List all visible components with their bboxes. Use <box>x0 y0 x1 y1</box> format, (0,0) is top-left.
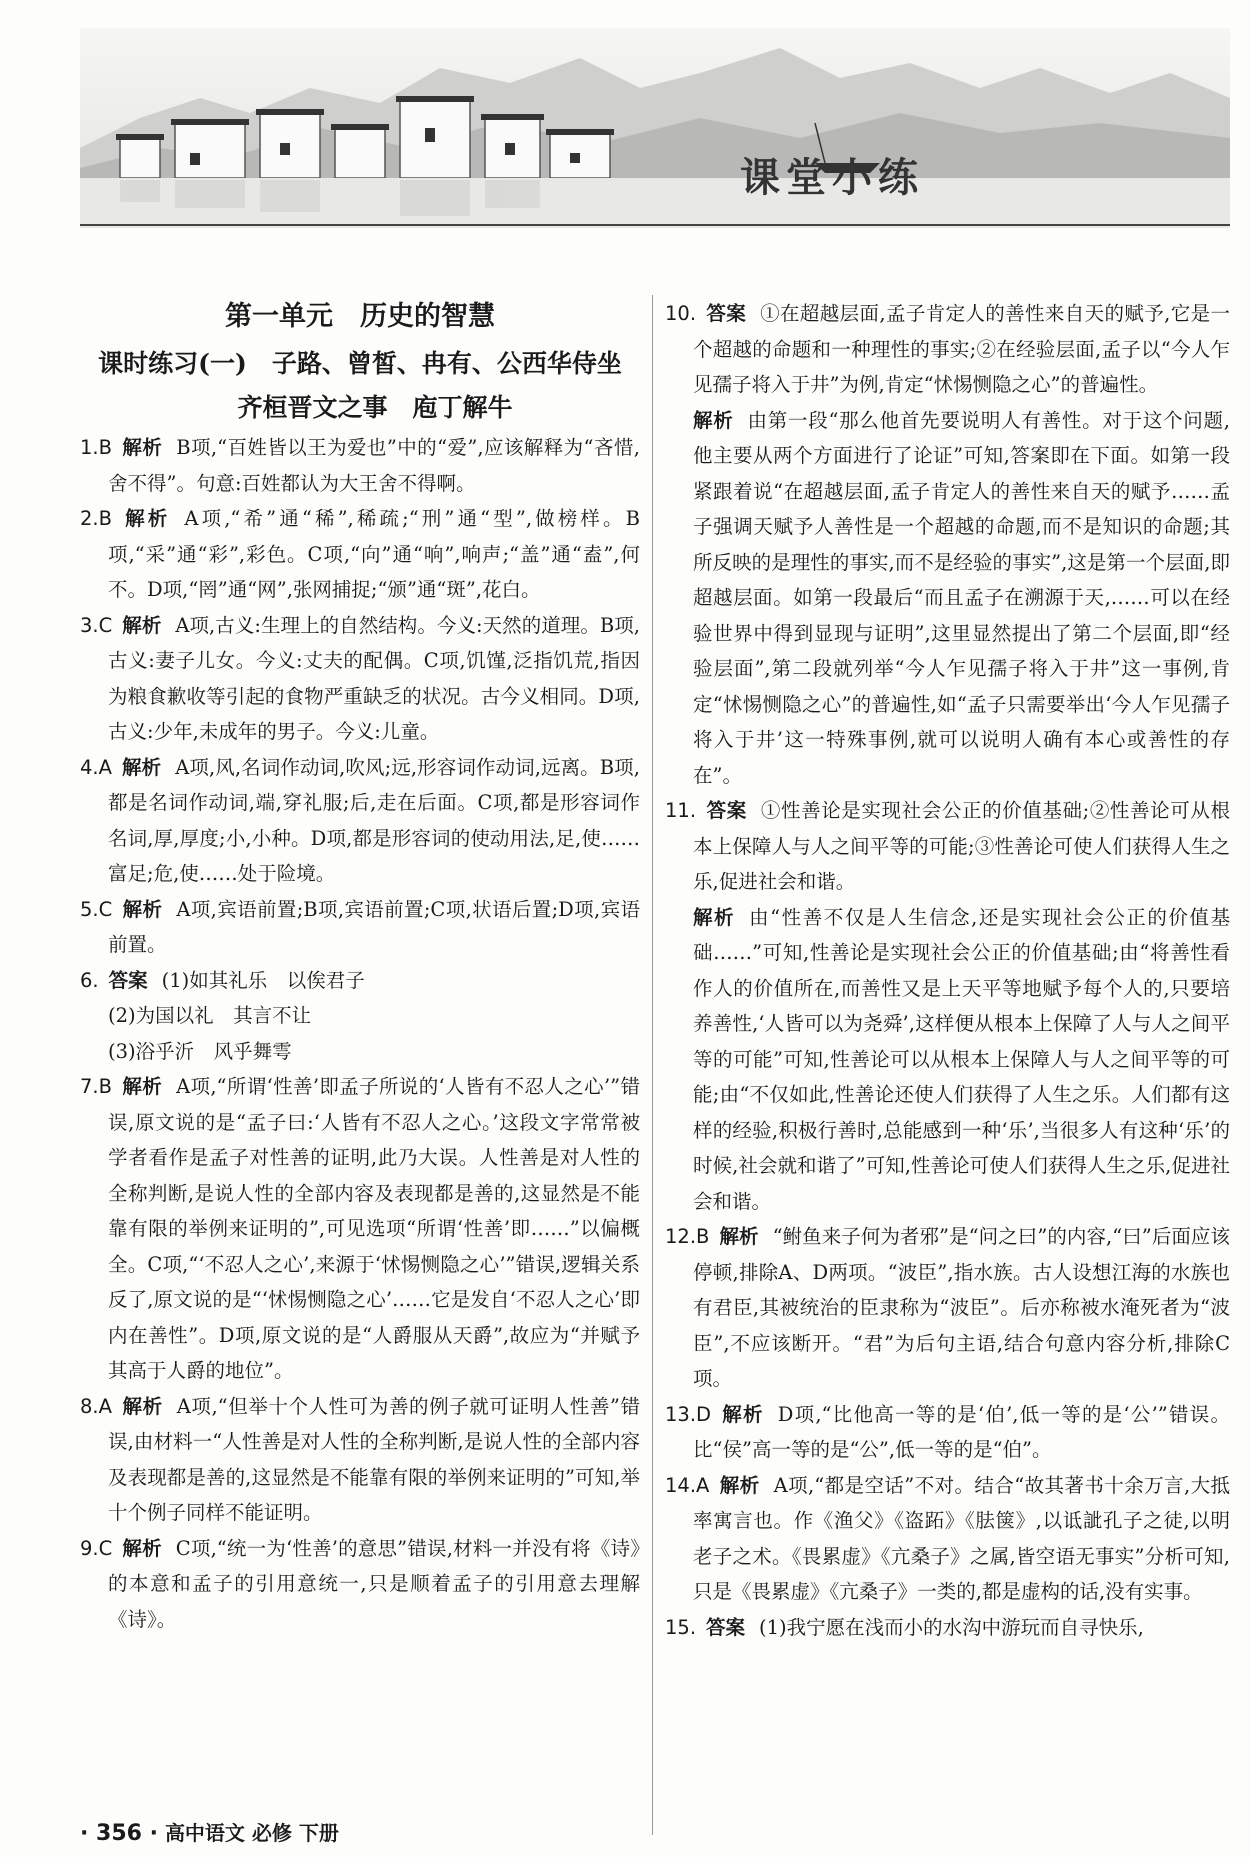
page-footer <box>80 1817 339 1846</box>
list-item: 4.A 解析 A项,风,名词作动词,吹风;远,形容词作动词,远离。B项,都是名词作动词,端,穿礼服;后,走在后面。C项,都是形容词作名词,厚,厚度;小,小种。D项,都是形容词的使动用法,足,使……富足;危,使……处于险境。 <box>80 755 640 885</box>
lesson-title: 课时练习(一) 子路、曾皙、冉有、公西华侍坐 <box>98 349 622 378</box>
list-item: 3.C 解析 A项,古义:生理上的自然结构。今义:天然的道理。B项,古义:妻子儿女。今义:丈夫的配偶。C项,饥馑,泛指饥荒,指因为粮食歉收等引起的食物严重缺乏的状况。古今义相同。D项,古义:少年,未成年的男子。今义:儿童。 <box>80 613 640 743</box>
header-banner <box>80 28 1230 228</box>
list-item: 9.C 解析 C项,“统一为‘性善’的意思”错误,材料一并没有将《诗》的本意和孟子的引用意统一,只是顺着孟子的引用意去理解《诗》。 <box>80 1536 640 1631</box>
list-item: 5.C 解析 A项,宾语前置;B项,宾语前置;C项,状语后置;D项,宾语前置。 <box>80 897 640 956</box>
landscape-illustration <box>80 28 1230 228</box>
lesson-subtitle: 齐桓晋文之事 庖丁解牛 <box>237 393 513 422</box>
list-item: 1.B 解析 B项,“百姓皆以王为爱也”中的“爱”,应该解释为“吝惜,舍不得”。句意:百姓都认为大王舍不得啊。 <box>80 436 640 495</box>
list-item: 6. 答案 (1)如其礼乐 以俟君子 <box>80 968 365 992</box>
answer-line: (2)为国以礼 其言不让 <box>108 1004 312 1027</box>
answer-line: (3)浴乎沂 风乎舞雩 <box>108 1039 292 1063</box>
list-item: 12.B 解析 “鲋鱼来子何为者邪”是“问之曰”的内容,“曰”后面应该停顿,排除A、D两项。“波臣”,指水族。古人设想江海的水族也有君臣,其被统治的臣隶称为“波臣”。后亦称被水淹死者为“波臣”,不应该断开。“君”为后句主语,结合句意内容分析,排除C项。 <box>665 1225 1230 1390</box>
list-item: 11. 答案 ①性善论是实现社会公正的价值基础;②性善论可从根本上保障人与人之间平等的可能;③性善论可使人们获得人生之乐,促进社会和谐。 <box>665 799 1230 893</box>
analysis-paragraph: 解析 由“性善不仅是人生信念,还是实现社会公正的价值基础……”可知,性善论是实现社会公正的价值基础;由“将善性看作人的价值所在,而善性又是上天平等地赋予每个人的,只要培养善性,‘人皆可以为尧舜’,这样便从根本上保障了人与人之间平等的可能”可知,性善论可以从根本上保障人与人之间平等的可能;由“不仅如此,性善论还使人们获得了人生之乐。人们都有这样的经验,积极行善时,总能感到一种‘乐’,当很多人有这种‘乐’的时候,社会就和谐了”可知,性善论可使人们获得人生之乐,促进社会和谐。 <box>693 905 1230 1213</box>
unit-title: 第一单元 历史的智慧 <box>225 301 495 332</box>
column-divider <box>652 295 653 1835</box>
list-item: 2.B 解析 A项,“希”通“稀”,稀疏;“刑”通“型”,做榜样。B项,“采”通“彩”,彩色。C项,“向”通“响”,响声;“盖”通“盍”,何不。D项,“罔”通“网”,张网捕捉;“颁”通“斑”,花白。 <box>80 507 640 601</box>
list-item: 8.A 解析 A项,“但举十个人性可为善的例子就可证明人性善”错误,由材料一“人性善是对人性的全称判断,是说人性的全部内容及表现都是善的,这显然是不能靠有限的举例来证明的”可知,举十个例子同样不能证明。 <box>80 1394 640 1524</box>
right-column <box>665 296 1230 1645</box>
header-rule <box>80 224 1230 226</box>
book-title: 高中语文 必修 下册 <box>164 1821 339 1845</box>
list-item: 14.A 解析 A项,“都是空话”不对。结合“故其著书十余万言,大抵率寓言也。作《渔父》《盗跖》《胠箧》,以诋訿孔子之徒,以明老子之术。《畏累虚》《亢桑子》之属,皆空语无事实”分析可知,只是《畏累虚》《亢桑子》一类的,都是虚构的话,没有实事。 <box>665 1473 1230 1603</box>
banner-title: 课堂小练 <box>740 155 924 201</box>
list-item: 7.B 解析 A项,“所谓‘性善’即孟子所说的‘人皆有不忍人之心’”错误,原文说的是“孟子曰:‘人皆有不忍人之心。’这段文字常常被学者看作是孟子对性善的证明,此乃大误。人性善是对人性的全称判断,是说人性的全部内容及表现都是善的,这显然是不能靠有限的举例来证明的”,可见选项“所谓‘性善’即……”以偏概全。C项,“‘不忍人之心’,来源于‘怵惕恻隐之心’”错误,逻辑关系反了,原文说的是“‘怵惕恻隐之心’……它是发自‘不忍人之心’即内在善性”。D项,原文说的是“人爵服从天爵”,故应为“并赋予其高于人爵的地位”。 <box>80 1075 640 1382</box>
list-item: 13.D 解析 D项,“比他高一等的是‘伯’,低一等的是‘公’”错误。比“侯”高一等的是“公”,低一等的是“伯”。 <box>665 1402 1230 1461</box>
list-item: 15. 答案 (1)我宁愿在浅而小的水沟中游玩而自寻快乐, <box>665 1615 1144 1639</box>
page-number: · 356 · <box>80 1821 158 1846</box>
list-item: 10. 答案 ①在超越层面,孟子肯定人的善性来自天的赋予,它是一个超越的命题和一种理性的事实;②在经验层面,孟子以“今人乍见孺子将入于井”为例,肯定“怵惕恻隐之心”的普遍性。 <box>665 302 1230 396</box>
left-column <box>80 296 640 1637</box>
analysis-paragraph: 解析 由第一段“那么他首先要说明人有善性。对于这个问题,他主要从两个方面进行了论证”可知,答案即在下面。如第一段紧跟着说“在超越层面,孟子肯定人的善性来自天的赋予……孟子强调天赋予人善性是一个超越的命题,而不是知识的命题;其所反映的是理性的事实,而不是经验的事实”,这是第一个层面,即超越层面。如第一段最后“而且孟子在溯源于天,……可以在经验世界中得到显现与证明”,这里显然提出了第二个层面,即“经验层面”,第二段就列举“今人乍见孺子将入于井”这一事例,肯定“怵惕恻隐之心”的普遍性,如“孟子只需要举出‘今人乍见孺子将入于井’这一特殊事例,就可以说明人确有本心或善性的存在”。 <box>693 408 1230 787</box>
